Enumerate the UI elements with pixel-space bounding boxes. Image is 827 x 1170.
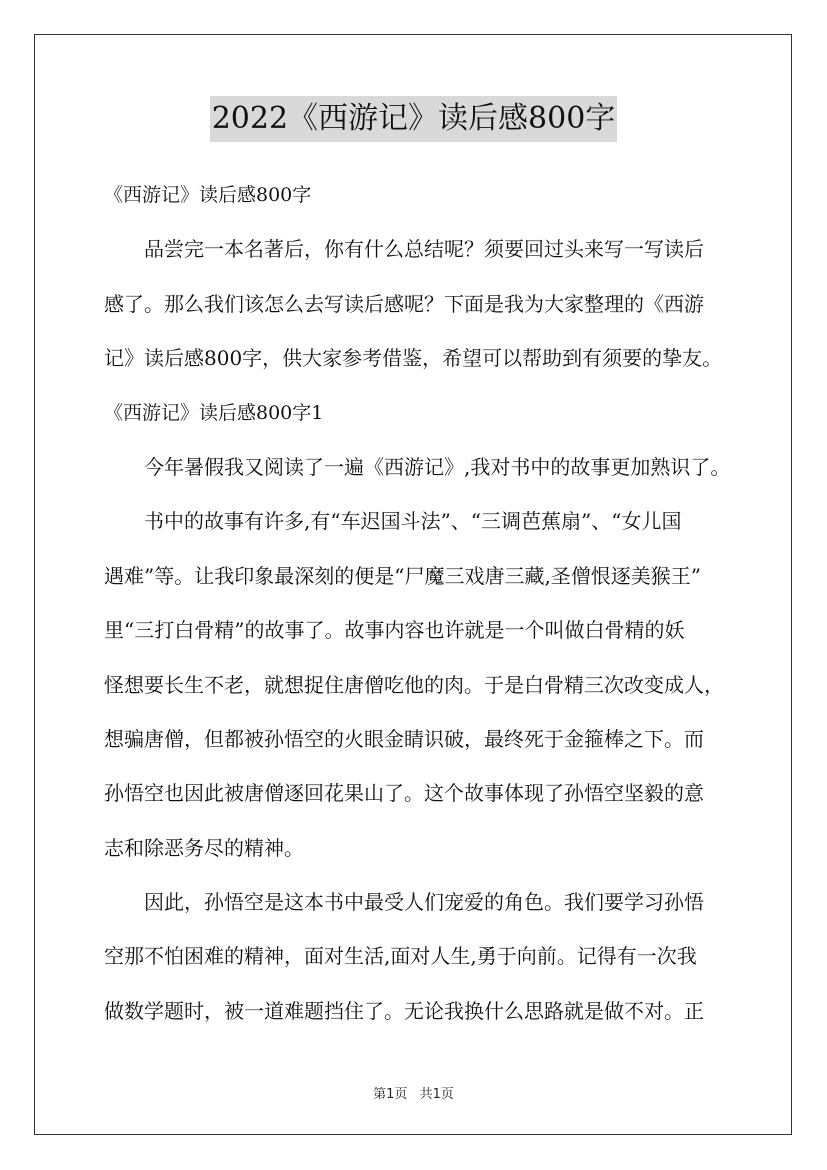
section-heading: 《西游记》读后感800字1 bbox=[104, 401, 324, 424]
body-text-line: 怪想要长生不老，就想捉住唐僧吃他的肉。于是白骨精三次改变成人， bbox=[104, 672, 724, 697]
body-text-line: 想骗唐僧，但都被孙悟空的火眼金睛识破，最终死于金箍棒之下。而 bbox=[104, 726, 704, 751]
body-text-line: 志和除恶务尽的精神。 bbox=[104, 835, 304, 860]
title-container bbox=[0, 96, 827, 142]
page-number: 第1页 bbox=[373, 1087, 408, 1102]
body-text-line: 因此，孙悟空是这本书中最受人们宠爱的角色。我们要学习孙悟 bbox=[144, 890, 704, 915]
body-text-line: 遇难”等。让我印象最深刻的便是“尸魔三戏唐三藏,圣僧恨逐美猴王” bbox=[104, 563, 702, 588]
body-text-line: 里“三打白骨精”的故事了。故事内容也许就是一个叫做白骨精的妖 bbox=[104, 618, 685, 643]
body-text-line: 孙悟空也因此被唐僧逐回花果山了。这个故事体现了孙悟空坚毅的意 bbox=[104, 781, 704, 806]
body-text-line: 品尝完一本名著后，你有什么总结呢？须要回过头来写一写读后 bbox=[144, 237, 704, 262]
body-text-line: 感了。那么我们该怎么去写读后感呢？下面是我为大家整理的《西游 bbox=[104, 291, 704, 316]
section-heading: 《西游记》读后感800字 bbox=[104, 184, 312, 206]
body-text-line: 空那不怕困难的精神，面对生活,面对人生,勇于向前。记得有一次我 bbox=[104, 944, 697, 969]
page-footer bbox=[0, 1083, 827, 1102]
page-total: 共1页 bbox=[419, 1087, 454, 1102]
document-title: 2022《西游记》读后感800字 bbox=[210, 96, 618, 142]
body-text-line: 今年暑假我又阅读了一遍《西游记》,我对书中的故事更加熟识了。 bbox=[144, 454, 731, 479]
body-text-line: 书中的故事有许多,有“车迟国斗法”、“三调芭蕉扇”、“女儿国 bbox=[144, 509, 682, 534]
body-text-line: 做数学题时，被一道难题挡住了。无论我换什么思路就是做不对。正 bbox=[104, 998, 704, 1023]
document-body bbox=[104, 168, 734, 1038]
body-text-line: 记》读后感800字，供大家参考借鉴，希望可以帮助到有须要的挚友。 bbox=[104, 346, 723, 371]
